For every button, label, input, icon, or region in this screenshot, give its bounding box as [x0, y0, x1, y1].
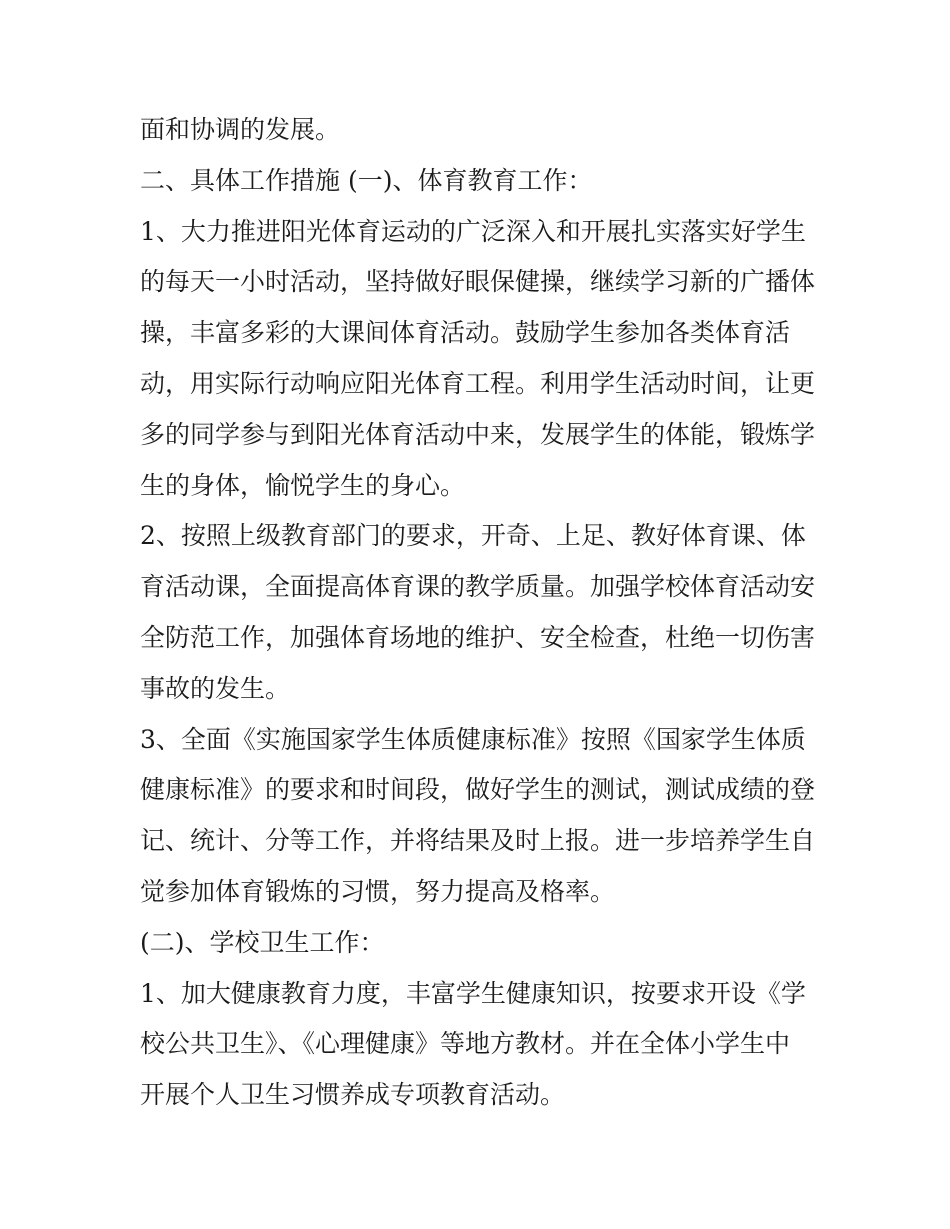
- paragraph-line: 的每天一小时活动，坚持做好眼保健操，继续学习新的广播体: [140, 267, 816, 297]
- section-heading: (二)、学校卫生工作：: [140, 927, 385, 957]
- paragraph-line: 多的同学参与到阳光体育活动中来，发展学生的体能，锻炼学: [140, 419, 816, 449]
- section-heading: 二、具体工作措施 (一)、体育教育工作：: [140, 165, 593, 195]
- paragraph-line: 觉参加体育锻炼的习惯，努力提高及格率。: [140, 876, 616, 906]
- paragraph-line: 事故的发生。: [140, 673, 291, 703]
- paragraph-line: 操，丰富多彩的大课间体育活动。鼓励学生参加各类体育活: [140, 318, 791, 348]
- paragraph-line: 1、大力推进阳光体育运动的广泛深入和开展扎实落实好学生: [140, 216, 806, 246]
- paragraph-line: 健康标准》的要求和时间段，做好学生的测试，测试成绩的登: [140, 775, 816, 805]
- paragraph-line: 记、统计、分等工作，并将结果及时上报。进一步培养学生自: [140, 826, 816, 856]
- paragraph-line: 生的身体，愉悦学生的身心。: [140, 470, 466, 500]
- document-body: [140, 105, 820, 1121]
- text-line-continuation: 面和协调的发展。: [140, 115, 341, 144]
- paragraph-line: 1、加大健康教育力度，丰富学生健康知识，按要求开设《学: [140, 978, 806, 1008]
- paragraph-line: 动，用实际行动响应阳光体育工程。利用学生活动时间，让更: [140, 368, 816, 398]
- paragraph-line: 育活动课，全面提高体育课的教学质量。加强学校体育活动安: [140, 572, 816, 602]
- paragraph-line: 全防范工作，加强体育场地的维护、安全检查，杜绝一切伤害: [140, 622, 816, 652]
- paragraph-line: 2、按照上级教育部门的要求，开奇、上足、教好体育课、体: [140, 521, 806, 551]
- paragraph-line: 开展个人卫生习惯养成专项教育活动。: [140, 1080, 566, 1110]
- paragraph-line: 校公共卫生》、《心理健康》等地方教材。并在全体小学生中: [140, 1029, 791, 1059]
- paragraph-line: 3、全面《实施国家学生体质健康标准》按照《国家学生体质: [140, 724, 806, 754]
